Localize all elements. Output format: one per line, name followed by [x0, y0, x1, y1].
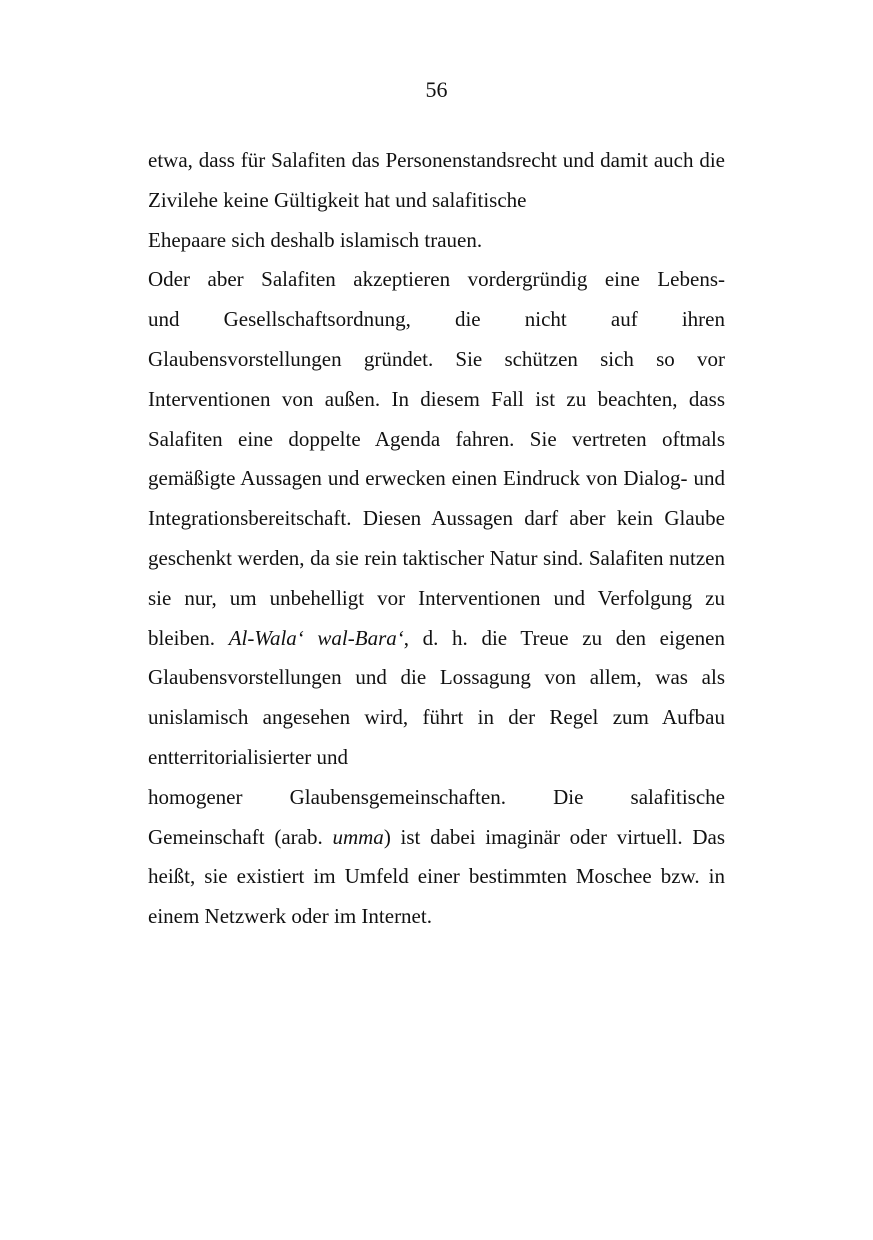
paragraph-text: und Gesellschaftsordnung, die nicht auf ihren — [148, 307, 725, 332]
paragraph-text: , d. h. die Treue zu den eigenen Glaubensvorstellungen und die Lossagung von allem, was als unislamisch angesehen wird, führt in der Regel zum Aufbau entterritorialisierter und — [148, 625, 725, 769]
paragraph-text: homogener Glaubensgemeinschaften. Die salafitische — [148, 784, 725, 809]
body-text — [148, 141, 725, 937]
paragraph-text: Oder aber Salafiten akzeptieren vordergründig eine Lebens- — [148, 267, 725, 292]
paragraph-text: Glaubensvorstellungen gründet. Sie schützen sich so vor Interventionen von außen. In diesem Fall ist zu beachten, dass Salafiten eine doppelte Agenda fahren. Sie vertreten oftmals gemäßigte Aussagen und erwecken einen Eindruck von Dialog- und Integrationsbereitschaft. Diesen Aussagen darf aber kein Glaube geschenkt werden, da sie rein taktischer Natur sind. Salafiten nutzen sie nur, um unbehelligt vor Interventionen und Verfolgung zu bleiben. — [148, 346, 725, 650]
paragraph — [148, 260, 725, 937]
paragraph-text: ) ist dabei imaginär oder virtuell. Das heißt, sie existiert im Umfeld einer bestimmten Moschee bzw. in einem Netzwerk oder im Internet. — [148, 824, 726, 929]
italic-term: umma — [332, 824, 384, 849]
paragraph-text: Gemeinschaft (arab. — [148, 824, 323, 849]
paragraph-text: etwa, dass für Salafiten das Personenstandsrecht und damit auch die Zivilehe keine Gültigkeit hat und salafitische — [148, 148, 725, 212]
page-number: 56 — [425, 77, 448, 102]
italic-term: Al-Wala‘ wal-Bara‘ — [228, 625, 404, 650]
paragraph — [148, 141, 725, 260]
paragraph-text: Ehepaare sich deshalb islamisch trauen. — [148, 227, 483, 252]
